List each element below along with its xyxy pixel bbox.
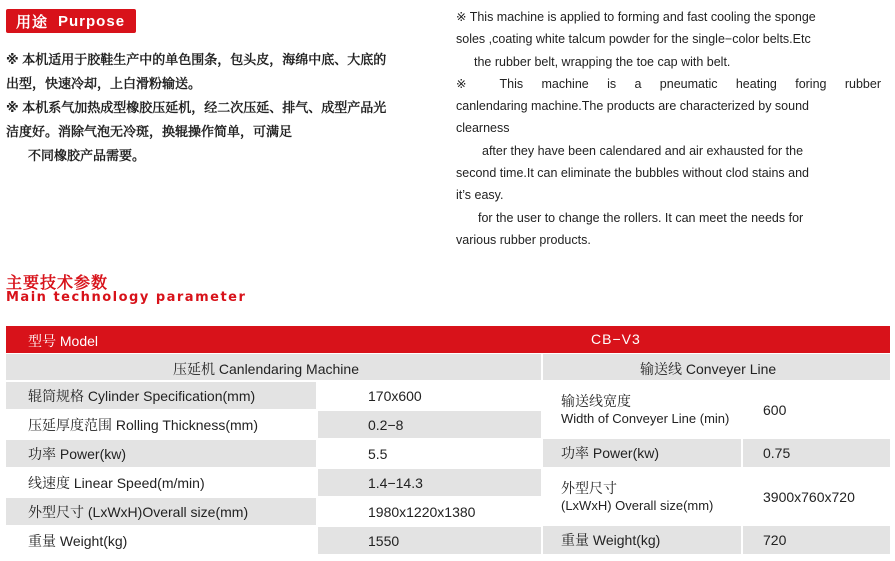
cn-line: ※ 本机系气加热成型橡胶压延机，经二次压延、排气、成型产品光 xyxy=(6,100,387,115)
section-title-en: Main technology parameter xyxy=(6,290,247,305)
spec-row xyxy=(6,440,541,467)
spec-value: 170x600 xyxy=(368,387,422,404)
spec-label-cell xyxy=(543,382,741,437)
purpose-badge xyxy=(6,9,136,33)
purpose-title-en: Purpose xyxy=(58,12,126,30)
spec-label: 功率 Power(kw) xyxy=(561,445,660,461)
spec-value-cell xyxy=(318,498,541,525)
spec-row xyxy=(6,411,541,438)
spec-value: 5.5 xyxy=(368,445,388,462)
spec-value-cell xyxy=(318,527,541,554)
spec-label-cell xyxy=(6,382,316,409)
en-line: for the user to change the rollers. It can meet the needs for xyxy=(478,210,804,225)
spec-row xyxy=(543,382,890,437)
spec-value: 1.4−14.3 xyxy=(368,474,423,491)
spec-label: 辊筒规格 Cylinder Specification(mm) xyxy=(28,387,256,404)
en-line: second time.It can eliminate the bubbles without clod stains and xyxy=(456,166,809,181)
en-line: ※ This machine is a pneumatic heating foring rubber xyxy=(456,76,881,91)
spec-value-cell xyxy=(743,469,890,524)
model-row xyxy=(6,326,890,353)
spec-value: 1980x1220x1380 xyxy=(368,503,476,520)
cn-line: 出型，快速冷却，上白滑粉输送。 xyxy=(6,76,202,91)
spec-label-cell xyxy=(543,469,741,524)
spec-label: 压延厚度范围 Rolling Thickness(mm) xyxy=(28,416,258,433)
spec-value: 600 xyxy=(763,401,787,418)
spec-value: 1550 xyxy=(368,532,400,549)
spec-label-en: (LxWxH) Overall size(mm) xyxy=(561,497,714,513)
spec-label: 重量 Weight(kg) xyxy=(561,532,661,548)
purpose-title-cn: 用途 xyxy=(16,13,49,31)
en-line: various rubber products. xyxy=(456,232,591,247)
spec-label-cell xyxy=(543,439,741,467)
spec-label xyxy=(561,479,713,515)
spec-row xyxy=(543,469,890,524)
en-line: after they have been calendared and air exhausted for the xyxy=(482,143,804,158)
model-value: CB−V3 xyxy=(591,331,641,347)
en-line: clearness xyxy=(456,121,510,136)
en-line: soles ,coating white talcum powder for the single−color belts.Etc xyxy=(456,32,811,47)
spec-value: 3900x760x720 xyxy=(763,488,855,505)
en-line: the rubber belt, wrapping the toe cap with belt. xyxy=(474,54,731,69)
cn-line: ※ 本机适用于胶鞋生产中的单色围条，包头皮，海绵中底、大底的 xyxy=(6,52,387,67)
spec-value: 0.75 xyxy=(763,445,791,461)
spec-value-cell xyxy=(318,440,541,467)
spec-value-cell xyxy=(743,526,890,554)
spec-label-cn: 输送线宽度 xyxy=(561,392,631,409)
spec-label-cell xyxy=(543,526,741,554)
spec-value-cell xyxy=(743,382,890,437)
en-line: canlendaring machine.The products are characterized by sound xyxy=(456,99,809,114)
spec-label-cell xyxy=(6,527,316,554)
model-label: 型号 Model xyxy=(28,333,99,349)
en-line: ※ This machine is applied to forming and fast cooling the sponge xyxy=(456,10,816,24)
section-title-cn: 主要技术参数 xyxy=(6,275,109,292)
spec-row xyxy=(543,526,890,554)
spec-label-cell xyxy=(6,440,316,467)
spec-label-cell xyxy=(6,498,316,525)
conveyer-line-header-label: 输送线 Conveyer Line xyxy=(640,361,777,377)
spec-value: 720 xyxy=(763,532,787,548)
spec-row xyxy=(6,469,541,496)
spec-value-cell xyxy=(318,469,541,496)
spec-label-cn: 外型尺寸 xyxy=(561,479,617,496)
purpose-description-en xyxy=(456,6,881,251)
spec-label-en: Width of Conveyer Line (min) xyxy=(561,410,730,426)
cn-line: 洁度好。消除气泡无冷斑，换辊操作简单，可满足 xyxy=(6,124,293,139)
spec-row xyxy=(6,498,541,525)
spec-value-cell xyxy=(318,382,541,409)
spec-row xyxy=(6,527,541,554)
conveyer-line-header xyxy=(543,354,890,380)
purpose-description-cn xyxy=(6,48,426,168)
spec-label: 外型尺寸 (LxWxH)Overall size(mm) xyxy=(28,503,249,520)
calendaring-machine-header-label: 压延机 Canlendaring Machine xyxy=(173,361,359,377)
spec-label-cell xyxy=(6,411,316,438)
spec-row xyxy=(543,439,890,467)
spec-label: 功率 Power(kw) xyxy=(28,445,127,462)
spec-value-cell xyxy=(318,411,541,438)
cn-line: 不同橡胶产品需要。 xyxy=(28,148,146,163)
spec-label: 线速度 Linear Speed(m/min) xyxy=(28,474,205,491)
calendaring-machine-header xyxy=(6,354,541,380)
spec-label xyxy=(561,392,729,428)
spec-value-cell xyxy=(743,439,890,467)
en-line: it’s easy. xyxy=(456,188,504,203)
spec-label: 重量 Weight(kg) xyxy=(28,532,128,549)
spec-label-cell xyxy=(6,469,316,496)
spec-value: 0.2−8 xyxy=(368,416,404,433)
spec-row xyxy=(6,382,541,409)
